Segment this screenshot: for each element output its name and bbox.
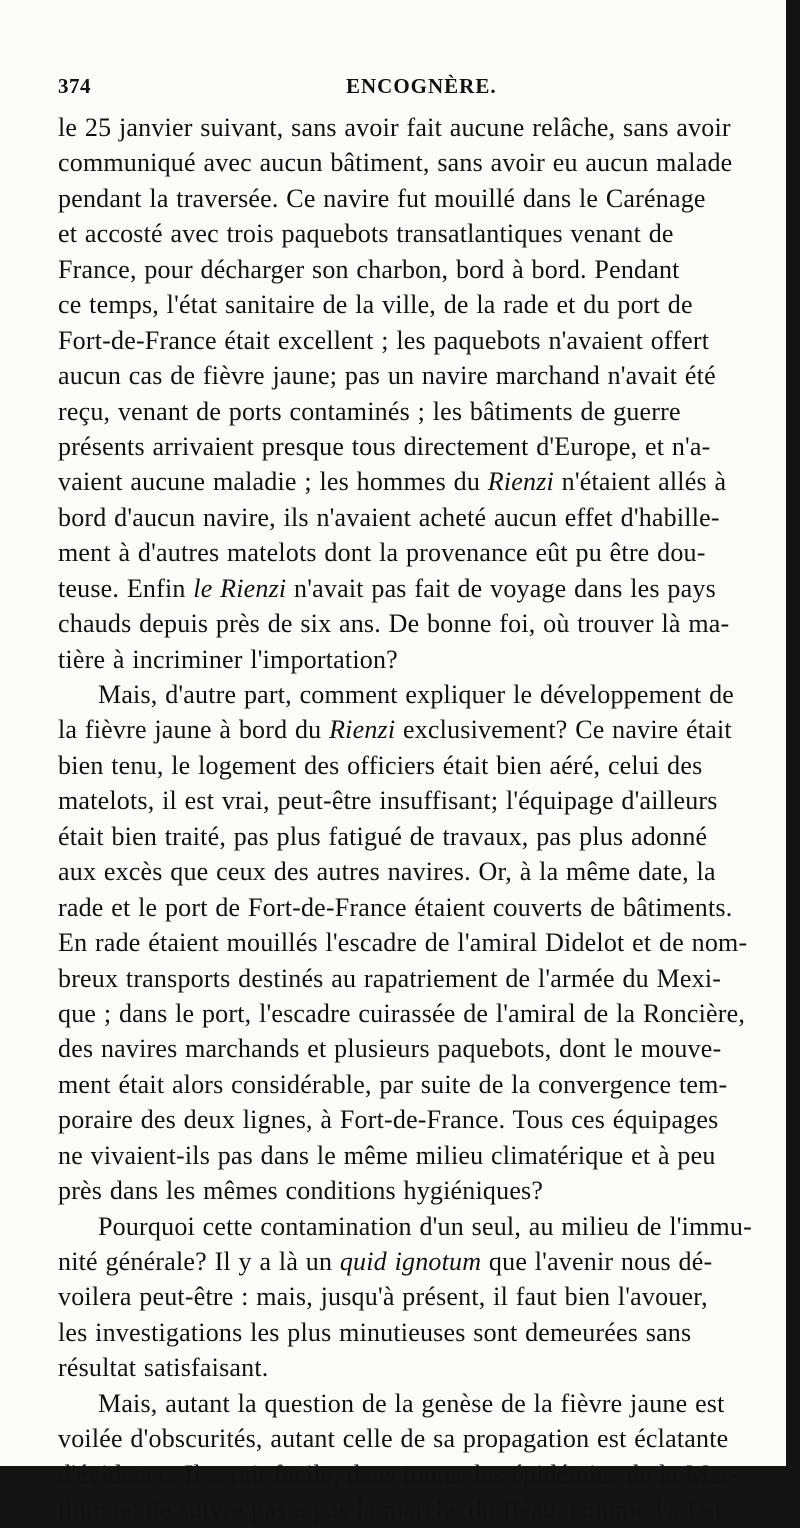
text-line: pendant la traversée. Ce navire fut mouillé dans le Carénage (58, 183, 706, 213)
text-line: rade et le port de Fort-de-France étaient couverts de bâtiments. (58, 892, 733, 922)
text-line: Fort-de-France était excellent ; les paquebots n'avaient offert (58, 325, 710, 355)
text-line: et accosté avec trois paquebots transatlantiques venant de (58, 219, 674, 249)
italic-text: Rienzi (329, 715, 396, 745)
text-line: poraire des deux lignes, à Fort-de-France. Tous ces équipages (58, 1105, 719, 1135)
text-line: le 25 janvier suivant, sans avoir fait aucune relâche, sans avoir (58, 113, 731, 142)
text-line: Mais, autant la question de la genèse de la fièvre jaune est (98, 1388, 725, 1418)
text-segment: la fièvre jaune à bord du (58, 715, 330, 745)
text-line (58, 464, 774, 499)
text-line: que ; dans le port, l'escadre cuirassée de l'amiral de la Roncière, (58, 998, 746, 1028)
text-line: était bien traité, pas plus fatigué de travaux, pas plus adonné (58, 821, 708, 851)
text-line: Mais, d'autre part, comment expliquer le développement de (98, 680, 735, 709)
italic-text: Rienzi (487, 467, 554, 497)
page-header (58, 74, 778, 104)
text-line: voilée d'obscurités, autant celle de sa propagation est éclatante (58, 1424, 729, 1454)
text-segment: n'avait pas fait de voyage dans les pays (286, 573, 716, 603)
text-line: Pourquoi cette contamination d'un seul, au milieu de l'immu- (98, 1211, 752, 1241)
text-segment: que l'avenir nous dé- (481, 1247, 713, 1276)
text-segment: n'étaient allés à (553, 467, 727, 497)
text-line: résultat satisfaisant. (58, 1353, 269, 1383)
text-line: aux excès que ceux des autres navires. Or, à la même date, la (58, 857, 716, 887)
text-line: d'évidence. Il serait facile, dans toutes les épidémies de la Mar- (58, 1459, 738, 1489)
text-line: breux transports destinés au rapatriement de l'armée du Mexi- (58, 963, 722, 993)
text-line: tière à incriminer l'importation? (58, 644, 398, 674)
text-line: bien tenu, le logement des officiers était bien aéré, celui des (58, 750, 703, 780)
text-segment: nité générale? Il y a là un (58, 1247, 340, 1276)
italic-text: le Rienzi (193, 573, 287, 603)
text-line: voilera peut-être : mais, jusqu'à présent, il faut bien l'avouer, (58, 1282, 708, 1312)
text-line: communiqué avec aucun bâtiment, sans avoir eu aucun malade (58, 148, 733, 178)
text-line (58, 571, 774, 606)
text-line: ce temps, l'état sanitaire de la ville, de la rade et du port de (58, 290, 693, 320)
text-segment: teuse. Enfin (58, 573, 194, 603)
text-line: ne vivaient-ils pas dans le même milieu climatérique et à peu (58, 1140, 716, 1170)
page-number: 374 (58, 74, 91, 98)
text-segment: exclusivement? Ce navire était (395, 715, 732, 745)
text-line (58, 712, 774, 747)
text-line: des navires marchands et plusieurs paquebots, dont le mouve- (58, 1034, 722, 1064)
text-line: France, pour décharger son charbon, bord à bord. Pendant (58, 254, 680, 284)
text-line: ment était alors considérable, par suite de la convergence tem- (58, 1069, 728, 1099)
text-line: ment à d'autres matelots dont la provenance eût pu être dou- (58, 538, 706, 568)
text-line: aucun cas de fièvre jaune; pas un navire marchand n'avait été (58, 361, 716, 391)
text-line: tinique, de suivre pas à pas la marche du fléau, comme l'a fait (58, 1495, 723, 1525)
text-line: présents arrivaient presque tous directement d'Europe, et n'a- (58, 431, 711, 461)
text-line (58, 1244, 774, 1279)
body-text (58, 110, 774, 1528)
text-line: près dans les mêmes conditions hygiéniques? (58, 1176, 544, 1206)
text-line: En rade étaient mouillés l'escadre de l'amiral Didelot et de nom- (58, 928, 748, 958)
italic-text: quid ignotum (339, 1247, 482, 1276)
text-line: les investigations les plus minutieuses sont demeurées sans (58, 1317, 692, 1347)
text-segment: vaient aucune maladie ; les hommes du (58, 467, 488, 497)
text-line: bord d'aucun navire, ils n'avaient acheté aucun effet d'habille- (58, 502, 720, 532)
text-line: reçu, venant de ports contaminés ; les bâtiments de guerre (58, 396, 681, 426)
text-line: matelots, il est vrai, peut-être insuffisant; l'équipage d'ailleurs (58, 786, 718, 816)
running-title: ENCOGNÈRE. (346, 74, 497, 98)
text-line: chauds depuis près de six ans. De bonne foi, où trouver là ma- (58, 609, 730, 639)
